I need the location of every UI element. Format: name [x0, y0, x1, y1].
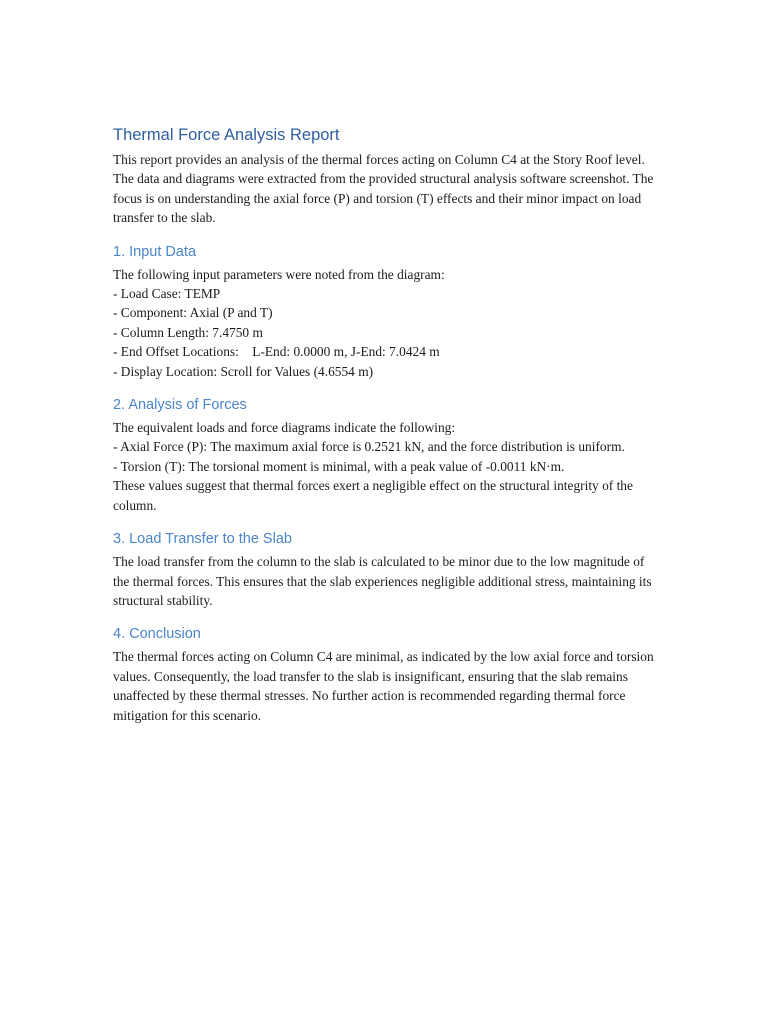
analysis-line: The equivalent loads and force diagrams indicate the following:: [113, 420, 456, 436]
section-body-conclusion: [113, 647, 658, 725]
analysis-line: These values suggest that thermal forces exert a negligible effect on the structural integrity of the column.: [113, 478, 637, 513]
analysis-line: - Torsion (T): The torsional moment is minimal, with a peak value of -0.0011 kN·m.: [113, 458, 565, 474]
conclusion-paragraph: The thermal forces acting on Column C4 are minimal, as indicated by the low axial force and torsion values. Consequently, the load transfer to the slab is insignificant, ensuring that the slab remains unaffected by these thermal stresses. No further action is recommended regarding thermal force mitigation for this scenario.: [113, 649, 654, 723]
section-heading-analysis-of-forces: 2. Analysis of Forces: [113, 397, 247, 414]
input-data-lines: [113, 265, 658, 381]
input-data-line: - Component: Axial (P and T): [113, 305, 273, 321]
intro-paragraph: This report provides an analysis of the thermal forces acting on Column C4 at the Story Roof level. The data and diagrams were extracted from the provided structural analysis software screenshot. The focus is on understanding the axial force (P) and torsion (T) effects and their minor impact on load transfer to the slab.: [113, 152, 654, 226]
analysis-line: - Axial Force (P): The maximum axial force is 0.2521 kN, and the force distribution is uniform.: [113, 439, 625, 455]
section-body-input-data: [113, 265, 658, 381]
analysis-lines: [113, 418, 658, 515]
section-body-analysis-of-forces: [113, 418, 658, 515]
load-transfer-paragraph: The load transfer from the column to the slab is calculated to be minor due to the low magnitude of the thermal forces. This ensures that the slab experiences negligible additional stress, maintaining its structural stability.: [113, 554, 652, 608]
section-heading-load-transfer: 3. Load Transfer to the Slab: [113, 531, 292, 548]
document-body: [113, 124, 658, 739]
report-title: Thermal Force Analysis Report: [113, 126, 340, 144]
input-data-line: - End Offset Locations: L-End: 0.0000 m, J-End: 7.0424 m: [113, 344, 440, 360]
input-data-line: The following input parameters were noted from the diagram:: [113, 266, 445, 282]
input-data-line: - Load Case: TEMP: [113, 286, 221, 302]
section-heading-input-data: 1. Input Data: [113, 243, 197, 260]
input-data-line: - Display Location: Scroll for Values (4.6554 m): [113, 363, 374, 379]
section-heading-conclusion: 4. Conclusion: [113, 626, 201, 643]
intro-paragraph-block: [113, 150, 658, 228]
input-data-line: - Column Length: 7.4750 m: [113, 324, 263, 340]
section-body-load-transfer: [113, 552, 658, 610]
